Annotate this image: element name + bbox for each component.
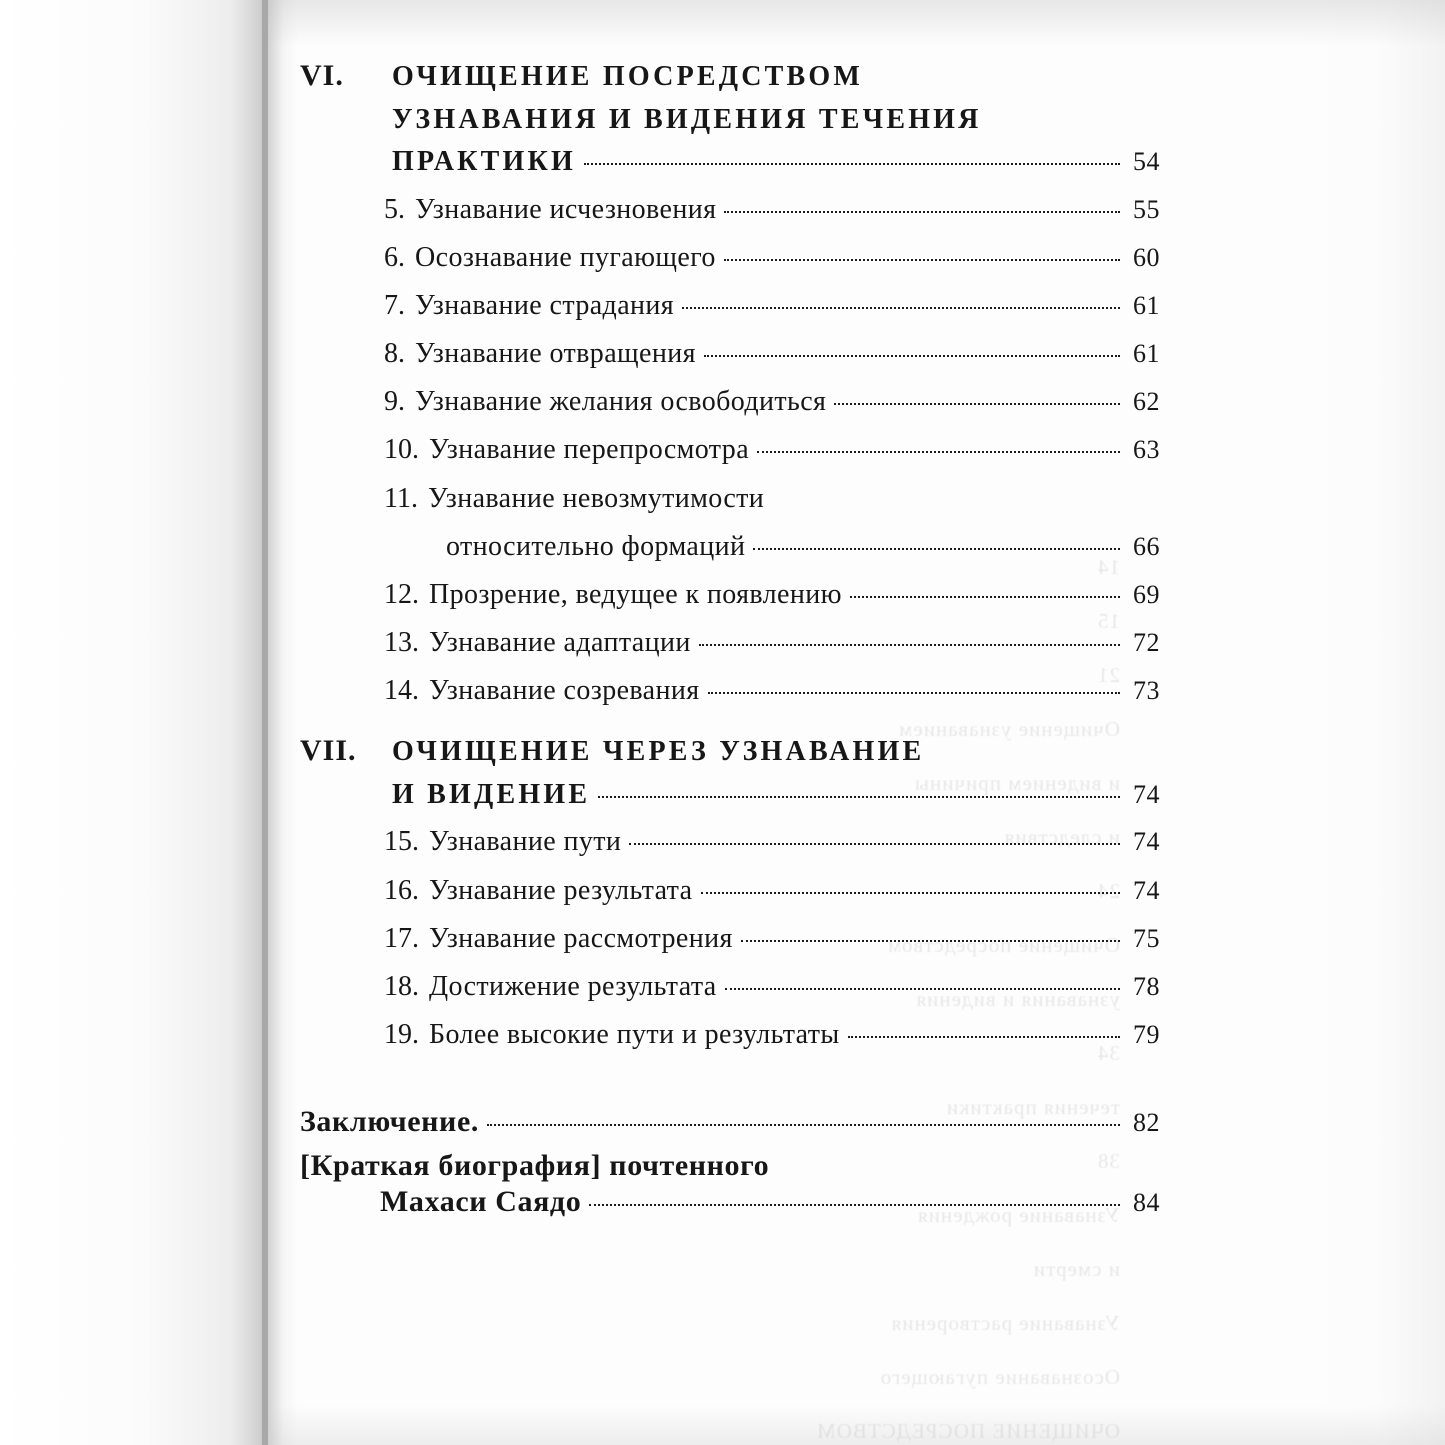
dot-leaders [629, 843, 1120, 845]
page-right-edge [1305, 0, 1445, 1445]
toc-entry[interactable] [384, 378, 1160, 426]
entry-title: Узнавание результата [429, 874, 693, 906]
entry-page-number: 75 [1133, 923, 1160, 953]
page-top-shadow [268, 0, 1445, 46]
entry-title-continuation: относительно формаций [446, 530, 746, 562]
toc-backmatter [300, 1105, 1160, 1219]
entry-number: 19. [384, 1019, 419, 1051]
dot-leaders [699, 644, 1120, 646]
toc-entry[interactable] [384, 818, 1160, 866]
toc-chapter-vii [300, 731, 1160, 816]
toc-entry[interactable] [384, 426, 1160, 474]
entry-title: Осознавание пугающего [415, 241, 716, 273]
entry-number: 16. [384, 874, 419, 906]
entry-number: 17. [384, 922, 419, 954]
chapter-title-line-1: ОЧИЩЕНИЕ ЧЕРЕЗ УЗНАВАНИЕ [392, 736, 925, 768]
dot-leaders [598, 796, 1120, 798]
dot-leaders [724, 259, 1120, 261]
dot-leaders [848, 1036, 1120, 1038]
toc-entry[interactable] [384, 667, 1160, 715]
entry-page-number: 63 [1133, 435, 1160, 465]
entry-number: 14. [384, 675, 419, 707]
chapter-title-line-1: ОЧИЩЕНИЕ ПОСРЕДСТВОМ [392, 61, 864, 92]
chapter-heading-line-2 [392, 774, 1160, 817]
toc-entry[interactable] [384, 571, 1160, 619]
entry-page-number: 74 [1133, 875, 1160, 905]
entry-number: 12. [384, 578, 419, 610]
entry-number: 7. [384, 289, 405, 321]
entry-number: 8. [384, 338, 405, 370]
dot-leaders [584, 163, 1120, 165]
toc-entry[interactable] [384, 963, 1160, 1011]
dot-leaders [757, 451, 1120, 453]
toc-entry[interactable] [384, 186, 1160, 234]
chapter-heading-line-3 [392, 141, 1160, 184]
entry-number: 10. [384, 434, 419, 466]
backmatter-title: [Краткая биография] почтенного [300, 1149, 770, 1183]
chapter-title-line-2: УЗНАВАНИЯ И ВИДЕНИЯ ТЕЧЕНИЯ [392, 103, 982, 135]
dot-leaders [589, 1204, 1120, 1206]
entry-page-number: 61 [1133, 290, 1160, 320]
entry-title: Узнавание адаптации [429, 627, 691, 659]
backmatter-entry-biography[interactable] [300, 1149, 1160, 1219]
dot-leaders [704, 355, 1120, 357]
chapter-numeral: VII. [300, 734, 357, 768]
toc-entry[interactable] [384, 282, 1160, 330]
entry-page-number: 60 [1133, 242, 1160, 272]
page-bottom-shadow [268, 1405, 1445, 1445]
entry-page-number: 72 [1133, 628, 1160, 658]
dot-leaders [741, 940, 1120, 942]
entry-page-number: 55 [1133, 194, 1160, 224]
entry-number: 9. [384, 386, 405, 418]
dot-leaders [834, 403, 1120, 405]
entry-page-number: 74 [1133, 827, 1160, 857]
page-gutter-shadow [262, 0, 298, 1445]
entry-title: Прозрение, ведущее к появлению [429, 578, 842, 610]
entry-title: Узнавание созревания [429, 675, 700, 707]
entry-page-number: 69 [1133, 579, 1160, 609]
backmatter-page-number: 82 [1133, 1108, 1160, 1138]
entry-page-number: 78 [1133, 971, 1160, 1001]
entry-title: Узнавание рассмотрения [429, 922, 733, 954]
toc-entry[interactable] [384, 915, 1160, 963]
toc-entry[interactable] [384, 1011, 1160, 1059]
backmatter-title-row [300, 1149, 1160, 1183]
backmatter-entry-conclusion[interactable] [300, 1105, 1160, 1139]
chapter-heading-line-1 [300, 56, 1160, 99]
entry-title: Узнавание исчезновения [415, 193, 717, 225]
entry-page-number: 61 [1133, 339, 1160, 369]
entry-title: Узнавание страдания [415, 289, 675, 321]
entry-title: Узнавание желания освободиться [415, 386, 827, 418]
table-of-contents [300, 56, 1160, 1219]
chapter-numeral: VI. [300, 59, 344, 92]
page-left-edge [0, 0, 268, 1445]
entry-number: 6. [384, 241, 405, 273]
entry-page-number: 62 [1133, 387, 1160, 417]
chapter-heading-line-1 [300, 731, 1160, 774]
backmatter-title-continuation: Махаси Саядо [380, 1185, 582, 1219]
dot-leaders [682, 307, 1120, 309]
toc-entry[interactable] [384, 330, 1160, 378]
entry-page-number: 79 [1133, 1020, 1160, 1050]
entry-number: 5. [384, 193, 405, 225]
backmatter-title-continuation-row [380, 1185, 1160, 1219]
entry-number: 18. [384, 970, 419, 1002]
toc-entry[interactable] [384, 619, 1160, 667]
entry-title: Более высокие пути и результаты [429, 1019, 840, 1051]
entry-title: Достижение результата [429, 970, 717, 1002]
entry-title: Узнавание пути [429, 826, 622, 858]
toc-entry[interactable] [384, 234, 1160, 282]
entry-page-number: 66 [1133, 531, 1160, 561]
dot-leaders [708, 692, 1120, 694]
dot-leaders [725, 988, 1120, 990]
dot-leaders [724, 211, 1120, 213]
entry-number: 11. [384, 482, 418, 514]
dot-leaders [753, 548, 1120, 550]
backmatter-page-number: 84 [1133, 1188, 1160, 1218]
entry-title: Узнавание невозмутимости [427, 482, 765, 514]
entry-number: 15. [384, 826, 419, 858]
entry-title-continuation-row [446, 523, 1160, 571]
entry-number: 13. [384, 627, 419, 659]
entry-page-number: 73 [1133, 676, 1160, 706]
entry-title: Узнавание перепросмотра [429, 434, 750, 466]
toc-entry[interactable] [384, 475, 1160, 571]
dot-leaders [850, 596, 1120, 598]
chapter-title-line-3: ПРАКТИКИ [392, 146, 576, 178]
entry-title: Узнавание отвращения [415, 338, 696, 370]
chapter-heading-line-2 [392, 99, 1160, 142]
toc-entry[interactable] [384, 867, 1160, 915]
chapter-page-number: 54 [1133, 147, 1160, 177]
toc-chapter-vi [300, 56, 1160, 184]
chapter-page-number: 74 [1133, 779, 1160, 809]
backmatter-title: Заключение. [300, 1105, 479, 1139]
bleed-through-text: 14 15 21 Очищение узнаванием и видением причины и следствия 24 Очищение посредством узнавания и видения 34 течения практики 38 Узнавание рождения и смерти Узнавание растворения Осознавание пугающего [879, 555, 1120, 1389]
dot-leaders [487, 1124, 1120, 1126]
chapter-title-line-2: И ВИДЕНИЕ [392, 778, 591, 810]
dot-leaders [701, 892, 1121, 894]
